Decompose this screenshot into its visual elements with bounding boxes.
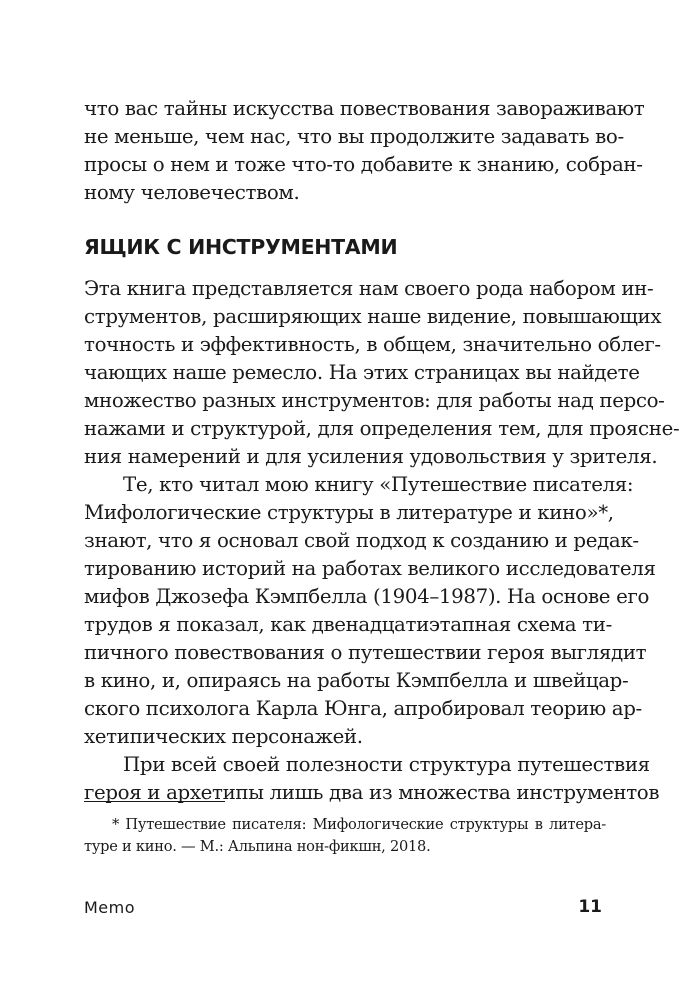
running-footer-label: Memo (84, 898, 136, 917)
paragraph-line: точность и эффективность, в общем, значительно облег- (84, 333, 661, 356)
paragraph-line: Те, кто читал мою книгу «Путешествие писателя: (123, 473, 634, 496)
paragraph-line: ского психолога Карла Юнга, апробировал теорию ар- (84, 697, 642, 720)
paragraph-line: трудов я показал, как двенадцатиэтапная схема ти- (84, 613, 612, 636)
intro-line: не меньше, чем нас, что вы продолжите задавать во- (84, 125, 624, 148)
paragraph-line: Мифологические структуры в литературе и кино»*, (84, 501, 614, 524)
section-heading: ЯЩИК С ИНСТРУМЕНТАМИ (84, 235, 398, 259)
paragraph-line: героя и архетипы лишь два из множества инструментов (84, 781, 660, 804)
intro-line: что вас тайны искусства повествования завораживают (84, 97, 645, 120)
paragraph-line: Эта книга представляется нам своего рода набором ин- (84, 277, 654, 300)
paragraph-line: струментов, расширяющих наше видение, повышающих (84, 305, 662, 328)
intro-line: ному человечеством. (84, 181, 300, 204)
footnote-divider (84, 801, 225, 802)
paragraph-line: знают, что я основал свой подход к созданию и редак- (84, 529, 639, 552)
paragraph-line: мифов Джозефа Кэмпбелла (1904–1987). На основе его (84, 585, 650, 608)
intro-line: просы о нем и тоже что-то добавите к знанию, собран- (84, 153, 643, 176)
paragraph-line: нажами и структурой, для определения тем, для проясне- (84, 417, 680, 440)
paragraph-line: чающих наше ремесло. На этих страницах вы найдете (84, 361, 640, 384)
footnote-line: * Путешествие писателя: Мифологические структуры в литера- (112, 816, 606, 833)
paragraph-line: ния намерений и для усиления удовольствия у зрителя. (84, 445, 658, 468)
paragraph-line: в кино, и, опираясь на работы Кэмпбелла и швейцар- (84, 669, 629, 692)
paragraph-line: пичного повествования о путешествии героя выглядит (84, 641, 647, 664)
paragraph-line: множество разных инструментов: для работы над персо- (84, 389, 665, 412)
page-number: 11 (578, 897, 602, 917)
paragraph-line: При всей своей полезности структура путешествия (123, 753, 650, 776)
footnote-line: туре и кино. — М.: Альпина нон-фикшн, 2018. (84, 838, 431, 855)
paragraph-line: тированию историй на работах великого исследователя (84, 557, 656, 580)
paragraph-line: хетипических персонажей. (84, 725, 363, 748)
